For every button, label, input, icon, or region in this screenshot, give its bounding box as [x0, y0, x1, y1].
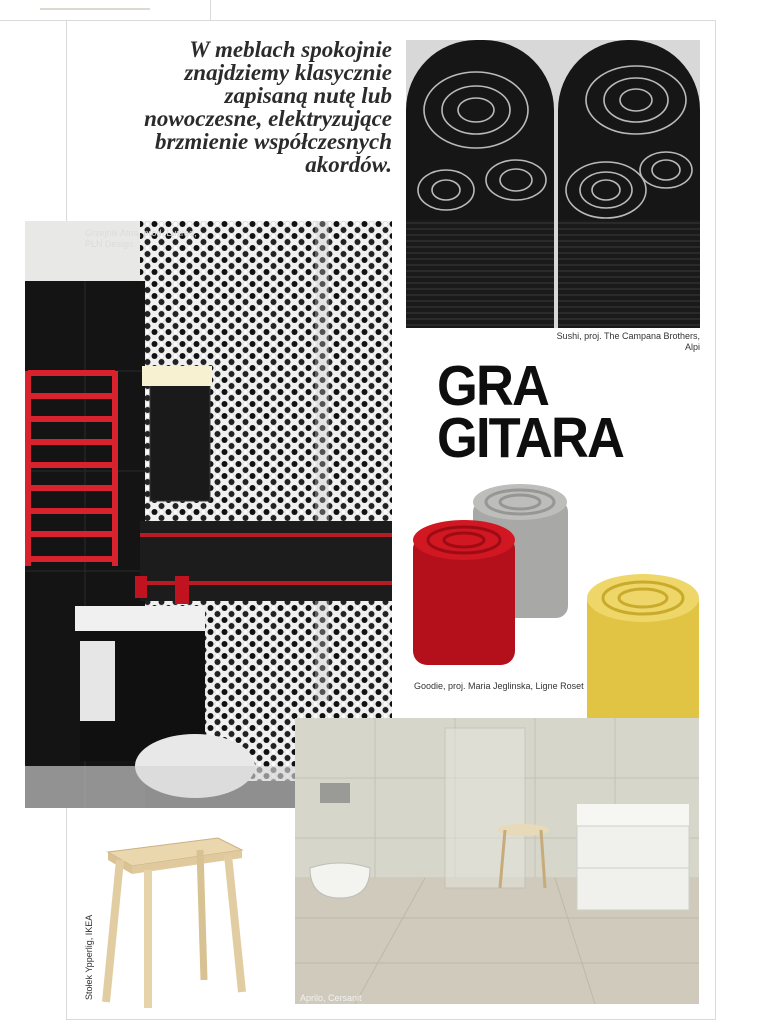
- goodie-caption: Goodie, proj. Maria Jeglinska, Ligne Roset: [414, 681, 584, 691]
- headline-line: GRA: [437, 354, 549, 418]
- pull-quote: [100, 38, 392, 176]
- quote-line: W meblach spokojnie: [189, 37, 392, 62]
- quote-line: brzmienie współczesnych: [154, 129, 392, 154]
- radiator-caption: [85, 228, 235, 250]
- top-tab-frame: [0, 0, 211, 21]
- quote-line: zapisaną nutę lub: [224, 83, 392, 108]
- quote-line: akordów.: [305, 152, 392, 177]
- sushi-caption: Sushi, proj. The Campana Brothers, Alpi: [556, 331, 700, 352]
- sushi-stools-photo: [406, 40, 700, 328]
- ypperlig-stool-photo: [100, 830, 260, 1010]
- caption-line: Grzejnik Atria, prod. Luxrad,: [85, 228, 197, 238]
- page-logo-mark: [40, 0, 150, 10]
- headline: [437, 354, 624, 470]
- aprilo-caption: Aprilo, Cersanit: [300, 993, 362, 1003]
- red-pouf: [413, 520, 515, 665]
- stool-caption: Stołek Ypperlig, IKEA: [84, 914, 94, 1000]
- caption-line: PLN Design: [85, 239, 134, 249]
- quote-line: znajdziemy klasycznie: [184, 60, 392, 85]
- aprilo-bathroom-photo: [295, 718, 699, 1004]
- quote-line: nowoczesne, elektryzujące: [144, 106, 392, 131]
- headline-line: GITARA: [437, 406, 624, 470]
